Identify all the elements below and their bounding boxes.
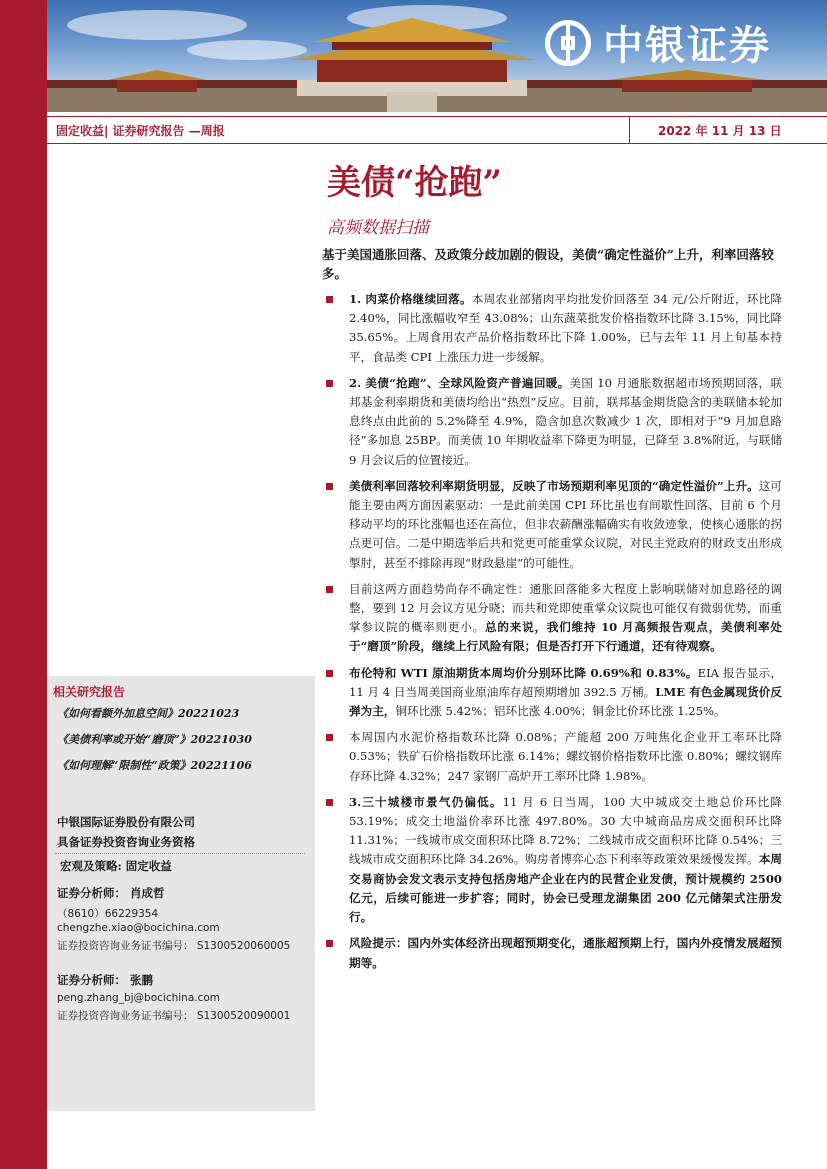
bullet-text: EIA 报告显示，11 月 4 日当周美国商业原油库存超预期增加 392.5 万桶。	[349, 665, 782, 699]
analyst-cert: 证券投资咨询业务证书编号： S1300520090001	[57, 1010, 291, 1022]
bullet-text: 11 月 6 日当周，100 大中城成交土地总价环比降 53.19%；成交土地溢价率环比涨 497.80%。30 大中城商品房成交面积环比降 11.31%；一线城市成交面积环比降 8.72%；二线城市成交面积环比降 0.54%；三线城市成交面积环比降 34.26%。购房者博弈心态下利率等政策效果缓慢发挥。	[349, 794, 782, 867]
header-banner	[47, 0, 827, 112]
bullet-tail: 总的来说，我们维持 10 月高频报告观点，美债利率处于“磨顶”阶段，继续上行风险有限；但是否打开下行通道，还有待观察。	[349, 620, 782, 654]
list-item	[322, 664, 782, 722]
report-subtitle: 高频数据扫描	[327, 218, 429, 238]
list-item	[322, 934, 782, 972]
strategy-label: 宏观及策略: 固定收益	[60, 859, 172, 873]
bullet-square-icon	[326, 586, 333, 593]
related-report-link[interactable]: 《美债利率或开始“磨顶”》20221030	[57, 733, 252, 746]
company-name: 中银国际证券股份有限公司	[57, 815, 195, 829]
analyst-phone: （8610）66229354	[57, 908, 159, 920]
bullet-text: 美国 10 月通胀数据超市场预期回落，联邦基金利率期货和美债均给出“热烈”反应。目前，联邦基金期货隐含的美联储本轮加息终点由此前的 5.2%降至 4.9%，隐含加息次数减少 1 次，即相对于“9 月加息路径”多加息 25BP。而美债 10 年期收益率下降更为明显，已降至 3.8%附近，与联储 9 月会议后的位置接近。	[349, 375, 783, 467]
brand-logo-text: 中银证券	[603, 23, 771, 69]
divider	[629, 117, 630, 143]
bullet-square-icon	[326, 940, 333, 947]
bullet-square-icon	[326, 380, 333, 387]
list-item	[322, 793, 782, 927]
bullet-lead: 1. 肉菜价格继续回落。	[349, 292, 472, 306]
bullet-lead: 风险提示：国内外实体经济出现超预期变化，通胀超预期上行，国内外疫情发展超预期等。	[349, 936, 782, 970]
left-red-bar	[0, 0, 47, 1169]
report-summary: 基于美国通胀回落、及政策分歧加剧的假设，美债“确定性溢价”上升，利率回落较多。	[322, 247, 774, 281]
analyst-email[interactable]: chengzhe.xiao@bocichina.com	[57, 922, 220, 934]
report-date: 2022 年 11 月 13 日	[658, 124, 782, 138]
analyst-email[interactable]: peng.zhang_bj@bocichina.com	[57, 992, 221, 1004]
report-title: 美债“抢跑”	[327, 163, 503, 203]
bullet-text: 本周国内水泥价格指数环比降 0.08%；产能超 200 万吨焦化企业开工率环比降 0.53%；铁矿石价格指数环比涨 6.14%；螺纹钢价格指数环比涨 0.80%；螺纹钢库存环比降 4.32%；247 家钢厂高炉开工率环比降 1.98%。	[349, 730, 782, 783]
divider	[47, 116, 827, 117]
analyst-title: 证券分析师： 张鹏	[57, 973, 154, 987]
bullet-text: 目前这两方面趋势尚存不确定性：通胀回落能多大程度上影响联储对加息路径的调整，要到 12 月会议方见分晓；而共和党即使重掌众议院也可能仅有微弱优势，而重掌参议院的概率则更小。	[349, 581, 782, 635]
bullet-tail: 本周交易商协会发文表示支持包括房地产企业在内的民营企业发债，预计规模约 2500 亿元，后续可能进一步扩容；同时，协会已受理龙湖集团 200 亿元储架式注册发行。	[349, 852, 782, 925]
analyst-title: 证券分析师： 肖成哲	[57, 886, 165, 900]
boc-logo-icon	[545, 20, 591, 66]
bullet-text: 这可能主要由两方面因素驱动：一是此前美国 CPI 环比虽也有间歇性回落、目前 6 个月移动平均的环比涨幅也还在高位，但非农薪酬涨幅确实有收敛迹象，使核心通胀的拐点更可信。二是中期选举后共和党更可能重掌众议院，对民主党政府的财政支出形成掣肘，甚至不排除再现“财政悬崖”的可能性。	[349, 478, 782, 570]
related-report-link[interactable]: 《如何理解“限制性”政策》20221106	[57, 759, 252, 772]
bullet-text: 铜环比涨 5.42%；铝环比涨 4.00%；铜金比价环比涨 1.25%。	[395, 704, 726, 719]
bullet-square-icon	[326, 734, 333, 741]
bullet-square-icon	[326, 799, 333, 806]
company-info	[57, 812, 195, 852]
divider	[55, 853, 305, 854]
related-reports-heading: 相关研究报告	[53, 685, 126, 699]
list-item	[322, 580, 782, 657]
bullet-text: 本周农业部猪肉平均批发价回落至 34 元/公斤附近，环比降 2.40%，同比涨幅收窄至 43.08%；山东蔬菜批发价格指数环比降 3.15%，同比降 35.65%。上周食用农产品价格指数环比下降 1.00%，已与去年 11 月上旬基本持平，食品类 CPI 上涨压力进一步缓解。	[349, 292, 783, 364]
report-category: 固定收益| 证券研究报告 —周报	[56, 124, 225, 138]
list-item	[322, 374, 782, 470]
divider	[47, 143, 827, 144]
bullet-lead: 2. 美债“抢跑”、全球风险资产普遍回暖。	[349, 375, 570, 390]
list-item	[322, 290, 782, 367]
bullet-square-icon	[326, 296, 333, 303]
bullet-lead: 美债利率回落较利率期货明显，反映了市场预期利率见顶的“确定性溢价”上升。	[349, 478, 759, 493]
bullet-lead: 3.三十城楼市景气仍偏低。	[349, 794, 503, 809]
bullet-square-icon	[326, 483, 333, 490]
company-qualification: 具备证券投资咨询业务资格	[57, 835, 195, 849]
bullet-lead: 布伦特和 WTI 原油期货本周均价分别环比降 0.69%和 0.83%。	[349, 665, 698, 680]
bullet-list	[322, 290, 782, 980]
list-item	[322, 728, 782, 786]
list-item	[322, 477, 782, 573]
analyst-cert: 证券投资咨询业务证书编号： S1300520060005	[57, 940, 291, 952]
bullet-mid: LME 有色金属现货价反弹为主，	[349, 684, 782, 719]
bullet-square-icon	[326, 670, 333, 677]
related-report-link[interactable]: 《如何看额外加息空间》20221023	[57, 707, 240, 720]
